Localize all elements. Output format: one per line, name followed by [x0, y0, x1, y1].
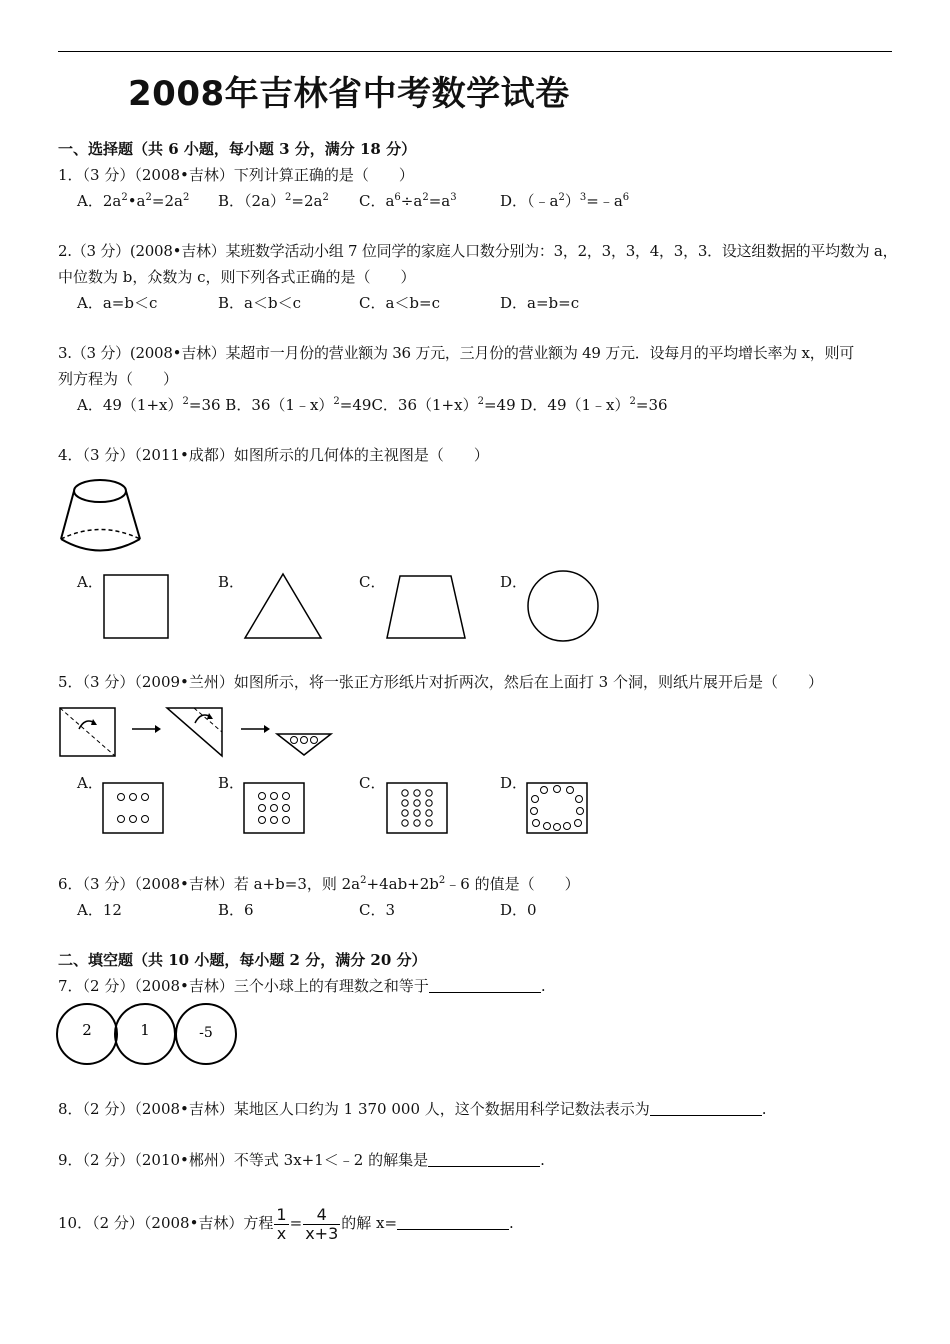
q7-ball-2-value: 1	[140, 1021, 150, 1039]
q5-label-c: C．	[359, 774, 386, 792]
q4-option-a-square	[103, 574, 169, 640]
q10-fraction-left: $\frac{1}{x}$	[276, 1204, 287, 1243]
q1-stem: 1．（3 分）（2008•吉林）下列计算正确的是（ ）	[58, 166, 414, 184]
q10-after: 的解 x=	[341, 1214, 398, 1232]
q4-option-d-circle	[526, 570, 600, 642]
q4-label-c: C．	[359, 573, 386, 591]
q2-option-d: D．a=b=c	[500, 294, 580, 312]
q6-stem: 6．（3 分）（2008•吉林）若 a+b=3，则 $2a^2+4ab+2b^2﹣6$ 的值是（ ）	[58, 875, 580, 893]
q6-option-a: A．12	[77, 901, 122, 919]
q5-label-a: A．	[77, 774, 103, 792]
q5-stem: 5．（3 分）（2009•兰州）如图所示，将一张正方形纸片对折两次，然后在上面打 3 个洞，则纸片展开后是（ ）	[58, 673, 823, 691]
q10-answer-blank	[397, 1215, 509, 1230]
q7-ball-3-value: -5	[199, 1025, 213, 1041]
q7-ball-1-value: 2	[82, 1021, 92, 1039]
q4-label-d: D．	[500, 573, 528, 591]
q4-stem: 4．（3 分）（2011•成都）如图所示的几何体的主视图是（ ）	[58, 446, 489, 464]
section-heading-fill: 二、填空题（共 10 小题，每小题 2 分，满分 20 分）	[58, 951, 427, 969]
q2-option-a: A．a=b＜c	[77, 294, 158, 312]
page-title: 2008年吉林省中考数学试卷	[128, 74, 570, 114]
q4-frustum-figure	[56, 476, 146, 560]
q2-option-b: B．a＜b＜c	[218, 294, 301, 312]
q8-answer-blank	[650, 1101, 762, 1116]
q3-stem-line1: 3.（3 分）(2008•吉林）某超市一月份的营业额为 36 万元，三月份的营业额为 49 万元．设每月的平均增长率为 x，则可	[58, 344, 854, 362]
q8-period: .	[761, 1100, 767, 1118]
q4-option-b-triangle	[243, 572, 323, 640]
q6-option-d: D．0	[500, 901, 537, 919]
q5-option-d-figure	[526, 782, 588, 834]
q8-stem-row	[58, 1099, 767, 1119]
q5-label-d: D．	[500, 774, 528, 792]
q9-stem-row	[58, 1150, 545, 1170]
q2-stem-line1: 2.（3 分）(2008•吉林）某班数学活动小组 7 位同学的家庭人口数分别为：3，2，3，3，4，3，3．设这组数据的平均数为 a，	[58, 242, 898, 260]
q2-option-c: C．a＜b=c	[359, 294, 440, 312]
q9-period: .	[540, 1151, 545, 1169]
q7-stem-row	[58, 976, 546, 996]
q5-label-b: B．	[218, 774, 245, 792]
q1-option-d: D．$(﹣a^2)^3=﹣a^6$	[500, 192, 630, 210]
q9-stem: 9．（2 分）（2010•郴州）不等式 3x+1＜﹣2 的解集是	[58, 1151, 429, 1169]
q3-options: A．$49(1+x)^2=36$ B．36（1﹣x）$^2$=49C．$36(1+x)^2=49$ D．49（1﹣x）$^2$=36	[77, 396, 668, 414]
q1-option-a: A．$2a^2•a^2=2a^2$	[77, 192, 190, 210]
q5-folding-figure	[57, 705, 337, 759]
section-heading-choice: 一、选择题（共 6 小题，每小题 3 分，满分 18 分）	[58, 140, 417, 158]
q9-answer-blank	[428, 1152, 540, 1167]
header-rule	[58, 51, 892, 52]
q5-option-a-figure	[102, 782, 164, 834]
q10-fraction-right: $\frac{4}{x+3}$	[305, 1204, 339, 1243]
q4-label-a: A．	[77, 573, 103, 591]
q3-stem-line2: 列方程为（ ）	[58, 370, 179, 388]
q6-option-b: B．6	[218, 901, 254, 919]
q1-option-c: C．$a^6\div a^2=a^3$	[359, 192, 457, 210]
q5-option-c-figure	[386, 782, 448, 834]
q7-stem: 7．（2 分）（2008•吉林）三个小球上的有理数之和等于	[58, 977, 429, 995]
q10-stem-row: 10．（2 分）（2008•吉林）方程 $\frac{1}{x}$ = $\frac{4}{x+3}$ 的解 x= .	[58, 1204, 514, 1243]
q7-period: .	[540, 977, 546, 995]
q1-option-b: B．$(2a)^2=2a^2$	[218, 192, 329, 210]
q10-stem: 10．（2 分）（2008•吉林）方程	[58, 1214, 274, 1232]
q5-option-b-figure	[243, 782, 305, 834]
q7-answer-blank	[429, 978, 541, 993]
q4-label-b: B．	[218, 573, 245, 591]
q8-stem: 8．（2 分）（2008•吉林）某地区人口约为 1 370 000 人，这个数据用科学记数法表示为	[58, 1100, 650, 1118]
q4-option-c-trapezoid	[385, 574, 467, 640]
q2-stem-line2: 中位数为 b，众数为 c，则下列各式正确的是（ ）	[58, 268, 416, 286]
q10-period: .	[509, 1214, 514, 1232]
q7-balls-figure	[56, 1002, 240, 1066]
q6-option-c: C．3	[359, 901, 396, 919]
